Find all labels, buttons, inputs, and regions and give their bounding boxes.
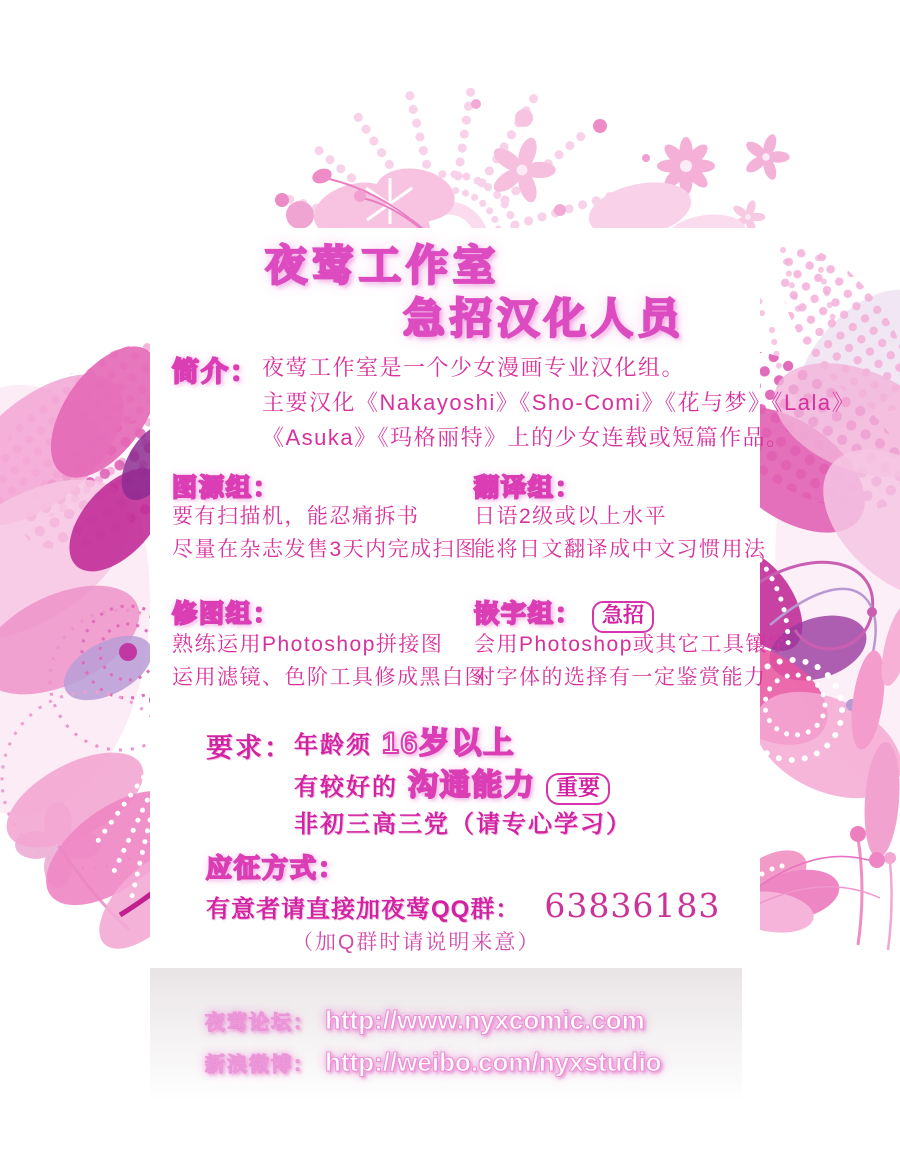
group-line: 运用滤镜、色阶工具修成黑白图 <box>172 666 487 689</box>
apply-method-label: 应征方式： <box>206 853 347 883</box>
apply-line <box>206 886 720 925</box>
intro-line: 《Asuka》《玛格丽特》上的少女连载或短篇作品。 <box>262 425 790 450</box>
group-label-typeset: 嵌字组： <box>474 600 583 628</box>
title-line-1: 夜莺工作室 <box>265 242 501 289</box>
req-comm-prefix: 有较好的 <box>294 774 398 801</box>
req-age-prefix: 年龄须 <box>294 732 372 759</box>
intro-label: 简介： <box>172 357 259 387</box>
qq-group-number: 63836183 <box>544 886 721 925</box>
group-line: 能将日文翻译成中文习惯用法 <box>474 538 767 561</box>
intro-text <box>262 350 855 455</box>
requirement-row-student: 非初三高三党（请专心学习） <box>294 811 632 838</box>
requirement-row-age <box>294 718 515 762</box>
footer-weibo-url: http://weibo.com/nyxstudio <box>325 1047 662 1077</box>
footer-forum-line <box>205 1005 645 1036</box>
group-line: 熟练运用Photoshop拼接图 <box>172 633 444 656</box>
group-line: 日语2级或以上水平 <box>474 505 668 528</box>
requirement-row-communication <box>294 760 610 805</box>
requirements-label: 要求： <box>206 733 293 763</box>
footer-gradient-band <box>150 968 742 1120</box>
important-badge: 重要 <box>546 773 610 805</box>
intro-line: 夜莺工作室是一个少女漫画专业汉化组。 <box>262 355 686 380</box>
footer-forum-label: 夜莺论坛： <box>205 1012 315 1034</box>
group-label-scan: 图源组： <box>172 474 281 502</box>
req-comm-highlight: 沟通能力 <box>408 769 536 802</box>
footer-weibo-label: 新浪微博： <box>205 1054 315 1076</box>
title-line-2: 急招汉化人员 <box>403 295 686 342</box>
footer-forum-url: http://www.nyxcomic.com <box>325 1005 645 1035</box>
intro-line: 主要汉化《Nakayoshi》《Sho-Comi》《花与梦》《Lala》 <box>262 390 856 415</box>
apply-instruction: 有意者请直接加夜莺QQ群： <box>206 896 521 923</box>
group-line: 会用Photoshop或其它工具镶字 <box>474 633 791 656</box>
group-lines-retouch <box>172 628 487 694</box>
group-line: 要有扫描机，能忍痛拆书 <box>172 505 420 528</box>
req-age-highlight: 16岁以上 <box>382 727 516 760</box>
group-line: 对字体的选择有一定鉴赏能力 <box>474 666 767 689</box>
group-lines-typeset <box>474 628 790 694</box>
group-lines-translate <box>474 500 767 566</box>
footer-weibo-line <box>205 1047 662 1078</box>
group-label-translate: 翻译组： <box>474 474 583 502</box>
group-lines-scan <box>172 500 478 566</box>
apply-note: （加Q群时请说明来意） <box>292 931 541 954</box>
group-label-retouch: 修图组： <box>172 600 281 628</box>
urgent-recruit-badge: 急招 <box>592 601 654 633</box>
group-line: 尽量在杂志发售3天内完成扫图 <box>172 538 478 561</box>
